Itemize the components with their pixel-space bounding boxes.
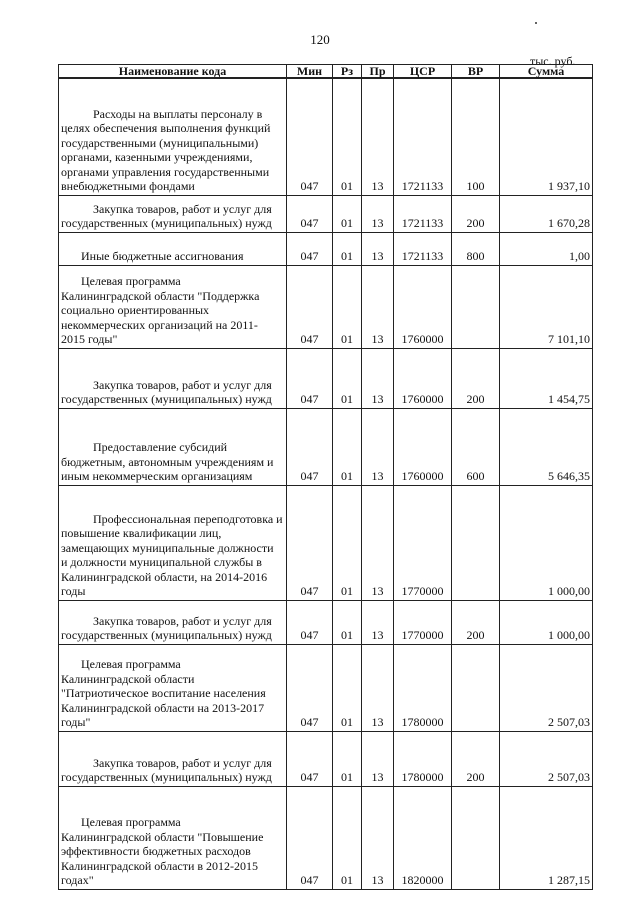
- cell-min: 047: [287, 644, 333, 731]
- row-name-line: Калининградской области на 2013-2017: [61, 700, 265, 715]
- row-name-line: государственных (муниципальных) нужд: [61, 770, 272, 784]
- row-name-line: замещающих муниципальные должности: [61, 540, 274, 555]
- row-name-line: государственными (муниципальными): [61, 135, 259, 150]
- cell-rz: 01: [333, 600, 362, 644]
- row-name-line: Иные бюджетные ассигнования: [81, 249, 244, 263]
- cell-pr: 13: [362, 485, 394, 600]
- row-name: [59, 600, 287, 644]
- cell-vr: 800: [452, 232, 500, 265]
- row-name-line: государственных (муниципальных) нужд: [61, 392, 272, 406]
- row-name: [59, 485, 287, 600]
- table-row: [59, 265, 593, 348]
- table-row: [59, 195, 593, 232]
- cell-pr: 13: [362, 348, 394, 408]
- row-name-line: "Патриотическое воспитание населения: [61, 686, 266, 700]
- row-name-line: Целевая программа: [81, 657, 181, 671]
- cell-sum: 1 000,00: [500, 600, 593, 644]
- table-row: [59, 78, 593, 195]
- row-name: [59, 408, 287, 485]
- row-name-line: Калининградской области в 2012-2015: [61, 858, 259, 873]
- row-name: [59, 644, 287, 731]
- header-csr: ЦСР: [394, 65, 452, 79]
- cell-min: 047: [287, 265, 333, 348]
- row-name-line: органами, казенными учреждениями,: [61, 150, 253, 164]
- cell-vr: 600: [452, 408, 500, 485]
- cell-sum: 1 670,28: [500, 195, 593, 232]
- budget-table: [58, 64, 593, 890]
- page-number: 120: [310, 32, 330, 47]
- cell-sum: 7 101,10: [500, 265, 593, 348]
- header-name: Наименование кода: [59, 65, 287, 79]
- cell-pr: 13: [362, 644, 394, 731]
- row-name-line: Закупка товаров, работ и услуг для: [93, 377, 272, 392]
- cell-sum: 1 287,15: [500, 786, 593, 889]
- cell-sum: 1 000,00: [500, 485, 593, 600]
- cell-sum: 1 454,75: [500, 348, 593, 408]
- cell-csr: 1760000: [394, 408, 452, 485]
- cell-csr: 1721133: [394, 195, 452, 232]
- cell-vr: [452, 786, 500, 889]
- cell-sum: 1 937,10: [500, 78, 593, 195]
- cell-pr: 13: [362, 195, 394, 232]
- cell-rz: 01: [333, 485, 362, 600]
- cell-csr: 1780000: [394, 731, 452, 786]
- cell-csr: 1760000: [394, 265, 452, 348]
- cell-rz: 01: [333, 78, 362, 195]
- header-pr: Пр: [362, 65, 394, 79]
- cell-csr: 1721133: [394, 78, 452, 195]
- cell-min: 047: [287, 348, 333, 408]
- row-name-line: Целевая программа: [81, 274, 181, 288]
- cell-csr: 1721133: [394, 232, 452, 265]
- table-row: [59, 348, 593, 408]
- row-name: [59, 78, 287, 195]
- row-name-line: повышение квалификации лиц,: [61, 526, 222, 540]
- row-name-line: Калининградской области "Поддержка: [61, 288, 260, 303]
- cell-pr: 13: [362, 600, 394, 644]
- cell-min: 047: [287, 786, 333, 889]
- row-name-line: целях обеспечения выполнения функций: [61, 121, 271, 135]
- row-name-line: годах": [61, 873, 94, 887]
- table-row: [59, 644, 593, 731]
- table-row: [59, 731, 593, 786]
- row-name-line: и должности муниципальной службы в: [61, 555, 262, 569]
- cell-rz: 01: [333, 232, 362, 265]
- cell-pr: 13: [362, 232, 394, 265]
- row-name-line: Закупка товаров, работ и услуг для: [93, 755, 272, 770]
- cell-rz: 01: [333, 408, 362, 485]
- cell-min: 047: [287, 731, 333, 786]
- cell-pr: 13: [362, 731, 394, 786]
- speck-mark: [535, 22, 537, 24]
- cell-sum: 1,00: [500, 232, 593, 265]
- header-rz: Рз: [333, 65, 362, 79]
- cell-csr: 1780000: [394, 644, 452, 731]
- cell-vr: [452, 644, 500, 731]
- cell-rz: 01: [333, 786, 362, 889]
- row-name-line: годы: [61, 584, 86, 598]
- row-name-line: годы": [61, 715, 91, 729]
- table-row: [59, 485, 593, 600]
- table-row: [59, 408, 593, 485]
- row-name-line: Калининградской области "Повышение: [61, 829, 264, 844]
- row-name-line: органами управления государственными: [61, 164, 270, 179]
- cell-vr: 200: [452, 600, 500, 644]
- table-row: [59, 232, 593, 265]
- cell-min: 047: [287, 408, 333, 485]
- cell-min: 047: [287, 195, 333, 232]
- header-min: Мин: [287, 65, 333, 79]
- cell-vr: 200: [452, 348, 500, 408]
- row-name-line: Расходы на выплаты персоналу в: [93, 106, 263, 121]
- cell-csr: 1820000: [394, 786, 452, 889]
- cell-vr: [452, 265, 500, 348]
- row-name-line: Калининградской области, на 2014-2016: [61, 569, 268, 584]
- row-name-line: внебюджетными фондами: [61, 179, 195, 193]
- row-name-line: Профессиональная переподготовка и: [93, 511, 283, 526]
- row-name-line: Предоставление субсидий: [93, 440, 228, 454]
- cell-min: 047: [287, 600, 333, 644]
- table-row: [59, 786, 593, 889]
- row-name-line: эффективности бюджетных расходов: [61, 844, 251, 858]
- row-name-line: 2015 годы": [61, 332, 118, 346]
- row-name-line: социально ориентированных: [61, 303, 210, 317]
- row-name-line: некоммерческих организаций на 2011-: [61, 317, 258, 332]
- cell-vr: 200: [452, 195, 500, 232]
- row-name-line: иным некоммерческим организациям: [61, 469, 253, 483]
- cell-rz: 01: [333, 731, 362, 786]
- row-name-line: Закупка товаров, работ и услуг для: [93, 201, 272, 216]
- cell-pr: 13: [362, 408, 394, 485]
- cell-csr: 1770000: [394, 600, 452, 644]
- header-vr: ВР: [452, 65, 500, 79]
- cell-vr: 100: [452, 78, 500, 195]
- cell-pr: 13: [362, 265, 394, 348]
- row-name: [59, 232, 287, 265]
- row-name: [59, 348, 287, 408]
- cell-pr: 13: [362, 786, 394, 889]
- cell-rz: 01: [333, 195, 362, 232]
- row-name: [59, 786, 287, 889]
- cell-sum: 2 507,03: [500, 731, 593, 786]
- cell-pr: 13: [362, 78, 394, 195]
- cell-min: 047: [287, 485, 333, 600]
- row-name-line: Целевая программа: [81, 815, 181, 829]
- cell-rz: 01: [333, 265, 362, 348]
- table-header-row: [59, 65, 593, 79]
- row-name-line: Калининградской области: [61, 671, 195, 686]
- cell-vr: [452, 485, 500, 600]
- units-label: тыс. руб.: [530, 54, 576, 68]
- table-row: [59, 600, 593, 644]
- cell-csr: 1760000: [394, 348, 452, 408]
- cell-sum: 2 507,03: [500, 644, 593, 731]
- row-name-line: государственных (муниципальных) нужд: [61, 216, 272, 230]
- row-name-line: государственных (муниципальных) нужд: [61, 628, 272, 642]
- cell-sum: 5 646,35: [500, 408, 593, 485]
- cell-min: 047: [287, 232, 333, 265]
- row-name: [59, 265, 287, 348]
- row-name: [59, 731, 287, 786]
- row-name: [59, 195, 287, 232]
- cell-vr: 200: [452, 731, 500, 786]
- header-sum: Сумма: [500, 65, 593, 79]
- cell-rz: 01: [333, 644, 362, 731]
- row-name-line: бюджетным, автономным учреждениям и: [61, 454, 274, 469]
- cell-min: 047: [287, 78, 333, 195]
- cell-csr: 1770000: [394, 485, 452, 600]
- row-name-line: Закупка товаров, работ и услуг для: [93, 613, 272, 628]
- cell-rz: 01: [333, 348, 362, 408]
